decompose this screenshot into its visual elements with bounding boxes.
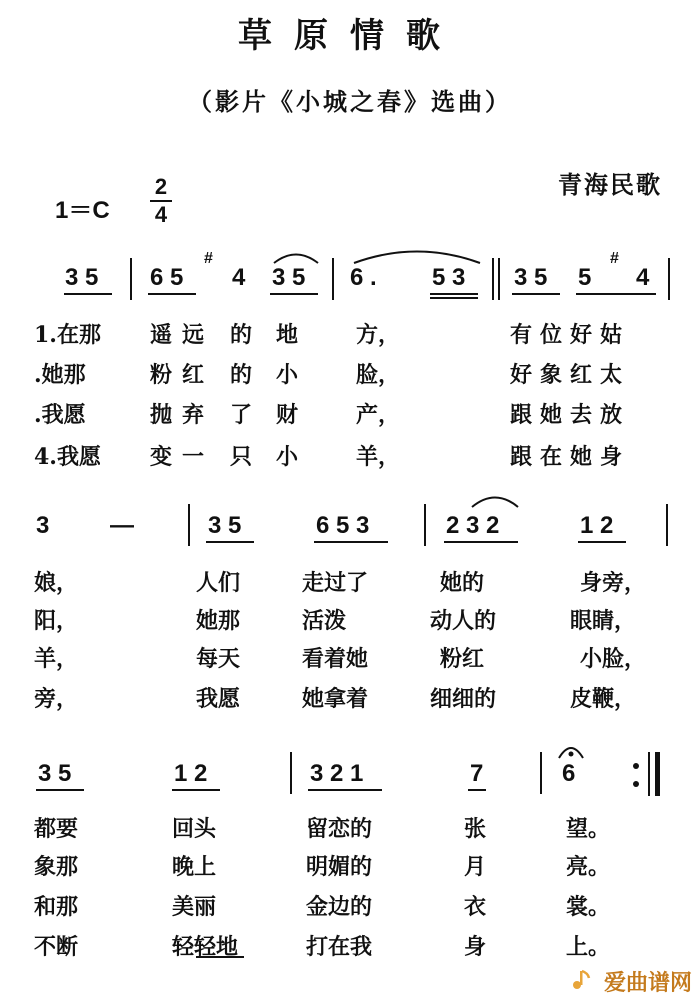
lyric-word: 活泼 [302, 608, 347, 634]
lyric-word: 羊， [34, 646, 79, 672]
note-group: 1 2 [580, 512, 614, 539]
lyric-word: 走过了 [302, 570, 369, 596]
lyric-word: 动人的 [430, 608, 497, 634]
sharp-sign: # [204, 250, 213, 267]
tie-arc [470, 492, 520, 508]
lyric-word: 金边的 [306, 894, 373, 920]
lyric-word: .我愿 [34, 402, 86, 428]
note-group: 4 [232, 264, 246, 291]
lyric-word: 望。 [566, 816, 611, 842]
lyric-word: 抛弃 [150, 402, 215, 428]
lyric-word: 张 [464, 816, 487, 842]
lyric-word: 遥远 [150, 322, 215, 348]
note-group: 1 2 [174, 760, 208, 787]
lyric-word: 跟在她身 [510, 444, 631, 470]
lyric-word: 她拿着 [302, 686, 369, 712]
lyric-word: 打在我 [306, 934, 373, 960]
lyric-word: 的小 [230, 362, 323, 388]
lyric-word: 晚上 [172, 854, 217, 880]
lyric-word: 和那 [34, 894, 79, 920]
song-title: 草原情歌 [238, 16, 462, 56]
lyric-word: 好象红太 [510, 362, 631, 388]
lyric-word: 留恋的 [306, 816, 373, 842]
lyric-word: 变一 [150, 444, 215, 470]
lyric-word: 4.我愿 [34, 444, 101, 470]
lyric-word: 月 [464, 854, 487, 880]
note-group: 2 3 2 [446, 512, 500, 539]
note-group: 3 5 [208, 512, 242, 539]
time-signature-top: 2 [154, 174, 168, 199]
note-group: 6 5 3 [316, 512, 370, 539]
note-group: 3 5 [38, 760, 72, 787]
lyric-word: 了财 [230, 402, 323, 428]
lyric-word: 只小 [230, 444, 323, 470]
time-signature [150, 175, 172, 227]
lyric-word: 明媚的 [306, 854, 373, 880]
lyric-word: 上。 [566, 934, 611, 960]
lyric-word: 皮鞭， [570, 686, 637, 712]
lyric-word: 象那 [34, 854, 79, 880]
lyric-word: 羊， [356, 444, 401, 470]
lyric-word: 旁， [34, 686, 79, 712]
tie-arc [352, 246, 482, 264]
note-group: 3 5 [514, 264, 548, 291]
site-watermark[interactable]: 爱曲谱网 [603, 970, 692, 995]
lyric-word: 粉红 [440, 646, 485, 672]
lyric-word: 她的 [440, 570, 485, 596]
note-group: 5 3 [432, 264, 466, 291]
lyric-word: 衣 [464, 894, 487, 920]
lyric-word: 粉红 [150, 362, 215, 388]
note-group: 3 2 1 [310, 760, 364, 787]
lyric-word: 方， [356, 322, 401, 348]
fermata-icon [556, 740, 586, 760]
lyric-word: 1.在那 [34, 322, 101, 348]
note-group: 7 [470, 760, 484, 787]
lyric-word: 轻轻地 [172, 934, 239, 960]
key-signature: 1＝C [55, 197, 110, 224]
lyric-word: 亮。 [566, 854, 611, 880]
lyric-word: 产， [356, 402, 401, 428]
note-group: 4 [636, 264, 650, 291]
lyric-word: 跟她去放 [510, 402, 631, 428]
lyric-word: 身 [464, 934, 487, 960]
note-group: 6 5 [150, 264, 184, 291]
lyric-word: 每天 [196, 646, 241, 672]
music-note-icon [570, 968, 592, 990]
lyric-word: 眼睛， [570, 608, 637, 634]
lyric-word: 看着她 [302, 646, 369, 672]
lyric-word: 美丽 [172, 894, 217, 920]
sharp-sign: # [610, 250, 619, 267]
note-group: 3 5 [65, 264, 99, 291]
note-group: 6 [562, 760, 576, 787]
lyric-word: 我愿 [196, 686, 241, 712]
note-group: — [110, 512, 134, 539]
lyric-word: 她那 [196, 608, 241, 634]
lyric-word: 人们 [196, 570, 241, 596]
lyric-word: 细细的 [430, 686, 497, 712]
lyric-word: 身旁， [580, 570, 647, 596]
note-group: 3 5 [272, 264, 306, 291]
note-group: 5 [578, 264, 592, 291]
lyric-word: 的地 [230, 322, 323, 348]
lyric-word: 小脸， [580, 646, 647, 672]
lyric-word: 有位好姑 [510, 322, 631, 348]
lyric-word: 不断 [34, 934, 79, 960]
lyric-word: 回头 [172, 816, 217, 842]
lyric-word: 脸， [356, 362, 401, 388]
time-signature-bottom: 4 [154, 202, 168, 227]
lyric-word: 娘， [34, 570, 79, 596]
tie-arc [272, 250, 320, 264]
lyric-word: 都要 [34, 816, 79, 842]
lyric-word: 裳。 [566, 894, 611, 920]
lyric-word: 阳， [34, 608, 79, 634]
composer-credit: 青海民歌 [558, 170, 662, 199]
song-subtitle: （影片《小城之春》选曲） [188, 87, 512, 116]
note-group: 6 . [350, 264, 377, 291]
repeat-end-barline [628, 750, 668, 798]
lyric-word: .她那 [34, 362, 86, 388]
note-group: 3 [36, 512, 50, 539]
